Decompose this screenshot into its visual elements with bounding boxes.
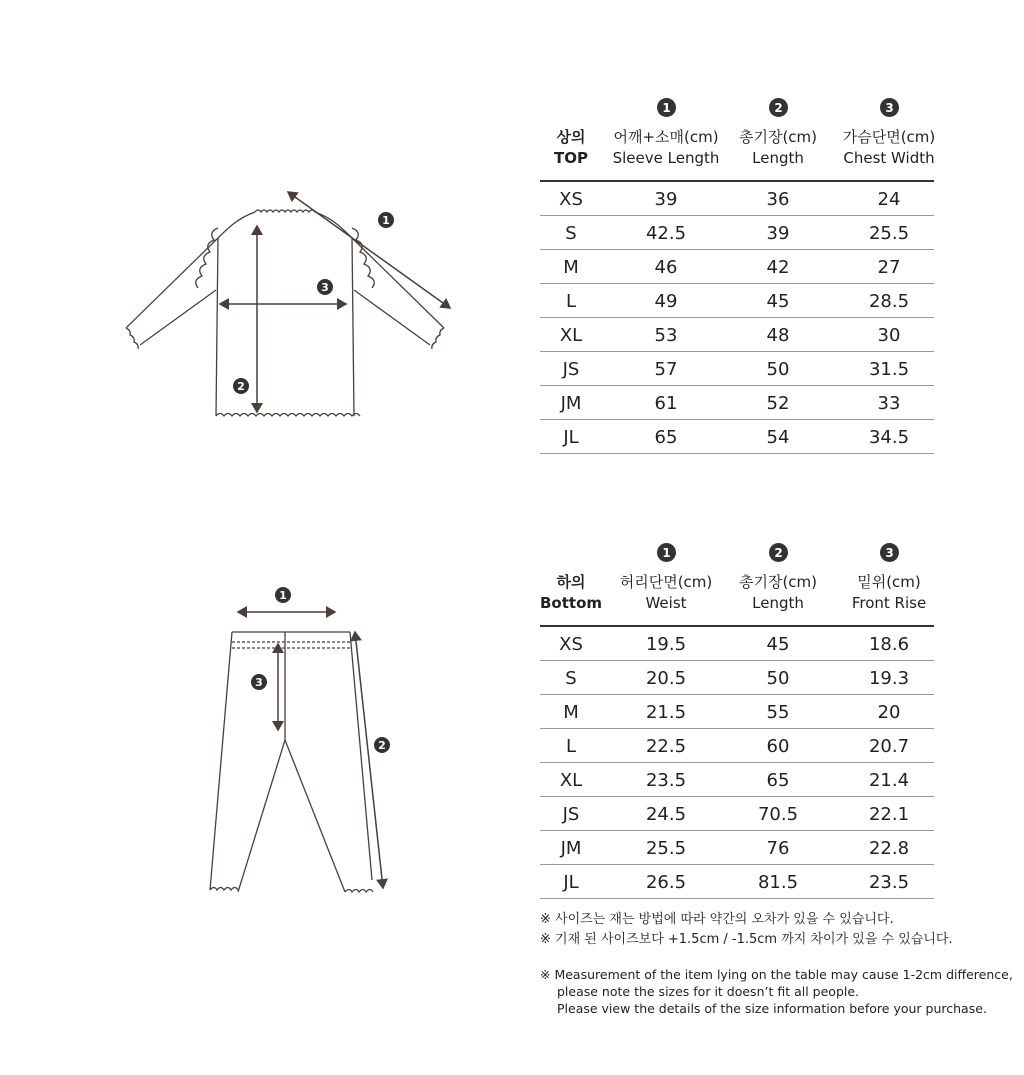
svg-text:1: 1 [382,214,390,227]
table-header [540,96,934,182]
size-notes [540,910,1013,1017]
table-row: JS 57 50 31.5 [540,352,934,386]
column-number-badge: 2 [769,543,788,562]
note-en-1: ※ Measurement of the item lying on the table may cause 1-2cm difference, [540,967,1013,982]
bottom-marker-3 [251,674,267,690]
header-category: 하의 Bottom [540,573,603,612]
bottom-marker-1 [275,587,291,603]
header-col-3: 3 밑위(cm) Front Rise [830,541,948,625]
table-row: XS 39 36 24 [540,182,934,216]
note-en [540,966,1013,1017]
table-row: JM 25.5 76 22.8 [540,831,934,865]
table-row: S 42.5 39 25.5 [540,216,934,250]
header-col-1: 1 어깨+소매(cm) Sleeve Length [602,96,730,180]
table-row: JS 24.5 70.5 22.1 [540,797,934,831]
bottom-size-table [540,541,934,899]
svg-text:1: 1 [279,589,287,602]
column-number-badge: 1 [657,98,676,117]
header-col-2: 2 총기장(cm) Length [718,541,838,625]
top-marker-3 [317,279,333,295]
header-col-3: 3 가슴단면(cm) Chest Width [830,96,948,180]
bottom-marker-2 [374,737,390,753]
svg-text:3: 3 [255,676,263,689]
note-kr-2: ※ 기재 된 사이즈보다 +1.5cm / -1.5cm 까지 차이가 있을 수 있습니다. [540,932,953,947]
table-row: JL 26.5 81.5 23.5 [540,865,934,899]
header-col-1: 1 허리단면(cm) Weist [602,541,730,625]
table-row: XL 23.5 65 21.4 [540,763,934,797]
svg-text:2: 2 [237,380,245,393]
column-number-badge: 3 [880,543,899,562]
note-kr-1: ※ 사이즈는 재는 방법에 따라 약간의 오차가 있을 수 있습니다. [540,912,894,927]
table-row: S 20.5 50 19.3 [540,661,934,695]
top-marker-1 [378,212,394,228]
top-garment-outline [126,210,444,416]
column-number-badge: 1 [657,543,676,562]
table-row: L 22.5 60 20.7 [540,729,934,763]
table-row: M 46 42 27 [540,250,934,284]
bottom-measure-arrows [238,612,383,888]
table-row: XL 53 48 30 [540,318,934,352]
bottom-garment-outline [210,632,373,892]
table-row: L 49 45 28.5 [540,284,934,318]
table-header [540,541,934,627]
table-row: JL 65 54 34.5 [540,420,934,454]
note-en-3: Please view the details of the size information before your purchase. [557,1001,987,1016]
table-row: M 21.5 55 20 [540,695,934,729]
svg-text:3: 3 [321,281,329,294]
top-measure-arrows [220,192,450,412]
svg-text:2: 2 [378,739,386,752]
column-number-badge: 3 [880,98,899,117]
top-marker-2 [233,378,249,394]
table-row: JM 61 52 33 [540,386,934,420]
header-col-2: 2 총기장(cm) Length [718,96,838,180]
top-garment-illustration [110,180,470,425]
bottom-garment-illustration [190,580,410,920]
note-en-2: please note the sizes for it doesn’t fit all people. [557,984,860,999]
top-size-table [540,96,934,454]
table-row: XS 19.5 45 18.6 [540,627,934,661]
column-number-badge: 2 [769,98,788,117]
header-category: 상의 TOP [554,128,588,167]
